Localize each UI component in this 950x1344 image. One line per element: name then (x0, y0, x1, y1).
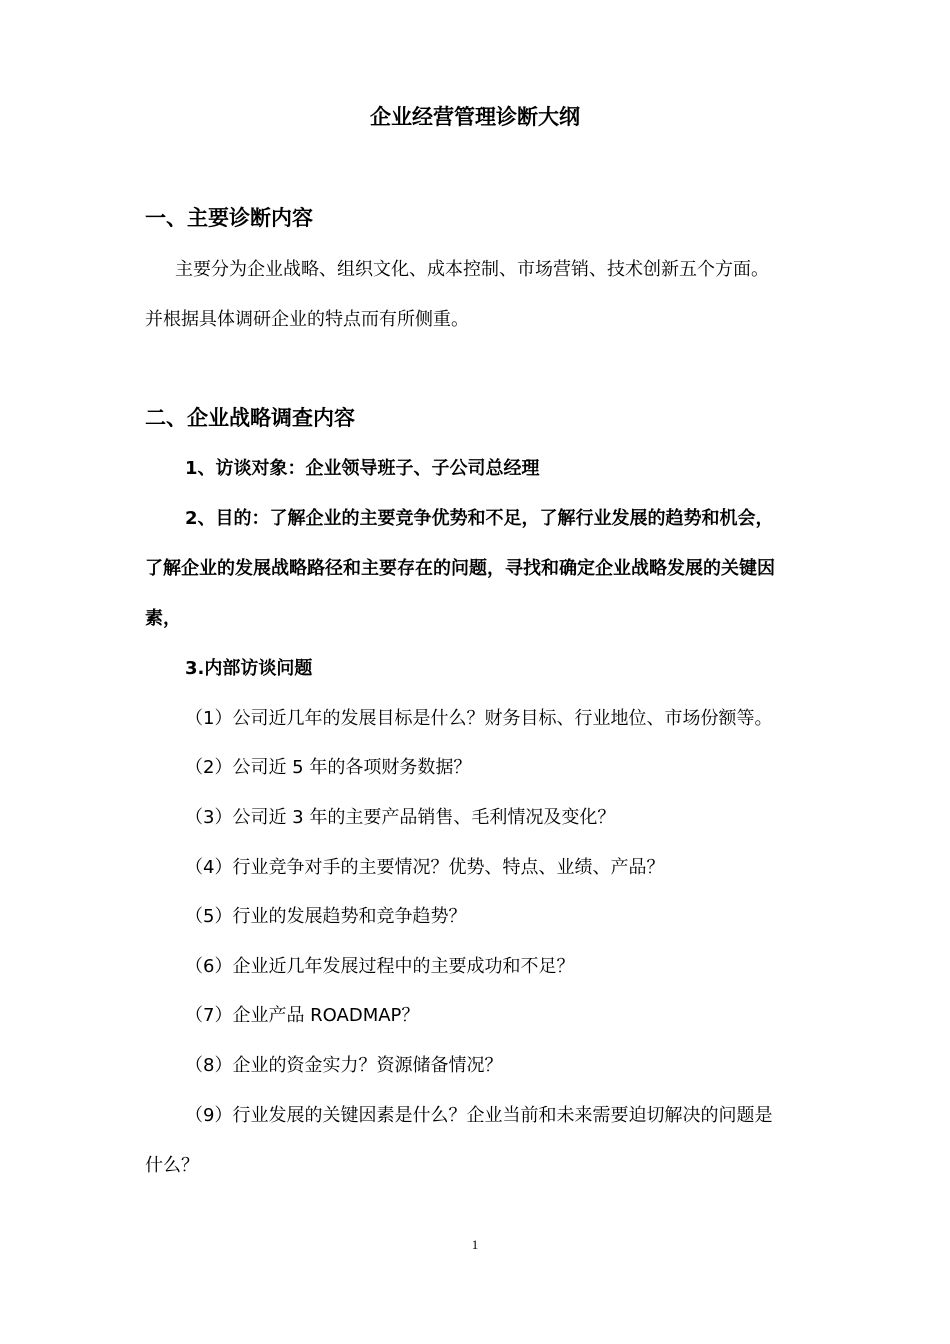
purpose-line-3: 素， (145, 608, 181, 629)
section1-paragraph-line-2: 并根据具体调研企业的特点而有所侧重。 (145, 309, 469, 330)
document-title: 企业经营管理诊断大纲 (370, 105, 580, 129)
section1-paragraph-line-1: 主要分为企业战略、组织文化、成本控制、市场营销、技术创新五个方面。 (175, 259, 769, 280)
purpose-line-2: 了解企业的发展战略路径和主要存在的问题，寻找和确定企业战略发展的关键因 (145, 558, 775, 579)
question-item-2: （2）公司近 5 年的各项财务数据？ (185, 757, 472, 778)
question-item-5: （5）行业的发展趋势和竞争趋势？ (185, 906, 467, 927)
question-item-9: （9）行业发展的关键因素是什么？企业当前和未来需要迫切解决的问题是 (185, 1105, 773, 1126)
section-heading-strategy-survey: 二、企业战略调查内容 (145, 406, 355, 430)
page-number: 1 (471, 1237, 479, 1252)
internal-interview-heading: 3.内部访谈问题 (185, 658, 313, 679)
question-item-3: （3）公司近 3 年的主要产品销售、毛利情况及变化？ (185, 807, 616, 828)
question-item-8: （8）企业的资金实力？资源储备情况？ (185, 1055, 503, 1076)
question-item-4: （4）行业竞争对手的主要情况？优势、特点、业绩、产品？ (185, 857, 665, 878)
question-item-6: （6）企业近几年发展过程中的主要成功和不足？ (185, 956, 575, 977)
section-heading-diagnosis-content: 一、主要诊断内容 (145, 206, 313, 230)
question-item-1: （1）公司近几年的发展目标是什么？财务目标、行业地位、市场份额等。 (185, 708, 773, 729)
purpose-line-1: 2、目的：了解企业的主要竞争优势和不足，了解行业发展的趋势和机会， (185, 508, 774, 529)
question-item-9-continuation: 什么？ (145, 1155, 199, 1176)
question-item-7: （7）企业产品 ROADMAP？ (185, 1005, 420, 1026)
interview-subjects-item: 1、访谈对象：企业领导班子、子公司总经理 (185, 458, 540, 479)
